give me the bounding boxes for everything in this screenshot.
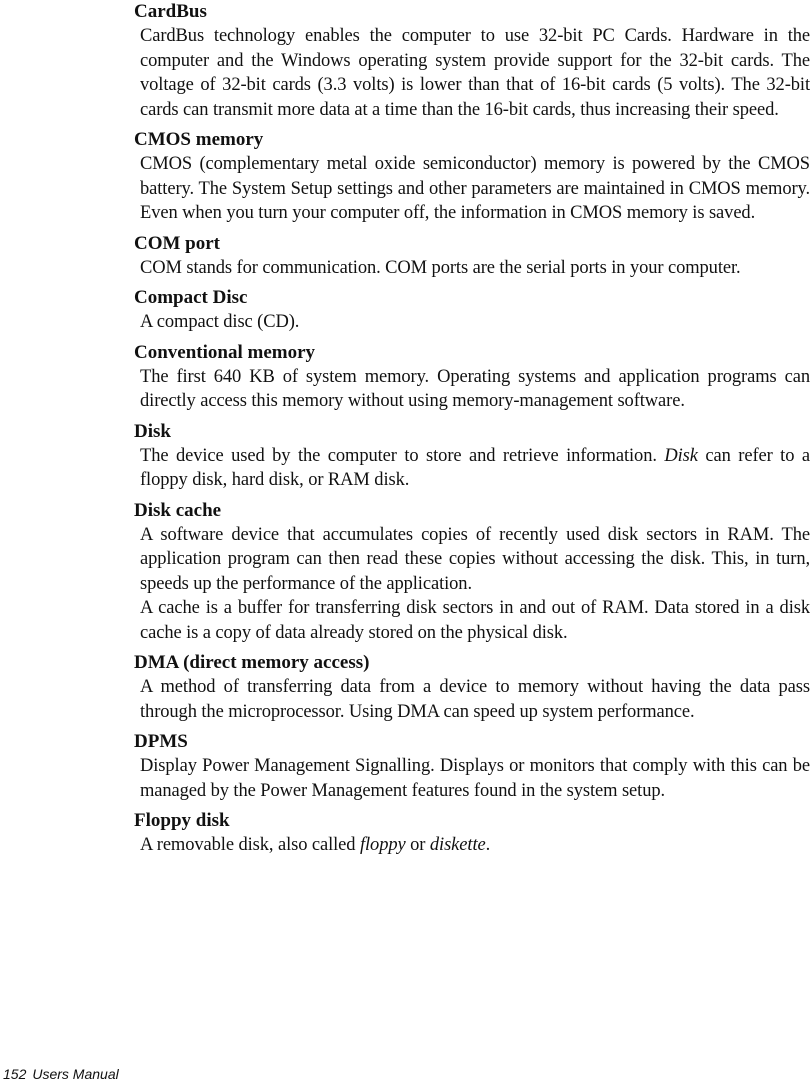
glossary-term: COM port [134, 232, 221, 254]
glossary-definition [140, 833, 810, 858]
definition-text: The device used by the computer to store and retrieve information. [140, 445, 665, 466]
glossary-term: DPMS [134, 731, 188, 752]
glossary-entry-dma [134, 651, 810, 724]
definition-text: or [405, 835, 430, 855]
glossary-entry-cardbus [134, 0, 810, 122]
glossary-term: Compact Disc [134, 287, 248, 308]
glossary-entry-disk [134, 420, 810, 493]
definition-text: . [485, 835, 491, 855]
glossary-definition: A software device that accumulates copies of recently used disk sectors in RAM. The application program can then read these copies without accessing the disk. This, in turn, speeds up the performance of the application. [140, 524, 810, 594]
glossary-term: Floppy disk [134, 810, 230, 831]
glossary-definition: CardBus technology enables the computer to use 32-bit PC Cards. Hardware in the computer and the Windows operating system provide support for the 32-bit cards. The voltage of 32-bit cards (3.3 volts) is lower than that of 16-bit cards (5 volts). The 32-bit cards can transmit more data at a time than the 16-bit cards, thus increasing their speed. [140, 26, 810, 120]
glossary-term: Disk cache [134, 499, 222, 521]
definition-emphasis: diskette [429, 835, 486, 855]
page-footer [3, 1066, 119, 1082]
glossary-term: Disk [134, 420, 171, 442]
glossary-entry-disk-cache [134, 499, 810, 646]
glossary-definition [140, 444, 810, 493]
definition-emphasis: Disk [664, 445, 698, 466]
glossary-definition: A method of transferring data from a device to memory without having the data pass through the microprocessor. Using DMA can speed up system performance. [140, 677, 810, 722]
definition-text: can refer to a floppy disk, hard disk, or RAM disk. [140, 445, 810, 490]
glossary-entry-conventional-memory [134, 341, 810, 414]
page-number: 152 [3, 1066, 27, 1082]
glossary-term: CardBus [134, 1, 207, 22]
glossary-term: Conventional memory [134, 341, 316, 363]
glossary-term: DMA (direct memory access) [134, 652, 370, 673]
glossary-definition: COM stands for communication. COM ports are the serial ports in your computer. [140, 257, 741, 278]
glossary-definition: Display Power Management Signalling. Displays or monitors that comply with this can be managed by the Power Management features found in the system setup. [140, 756, 810, 801]
definition-text: A removable disk, also called [140, 835, 360, 855]
glossary-entry-com-port [134, 232, 810, 281]
glossary-entry-dpms [134, 730, 810, 803]
glossary-definition: A compact disc (CD). [140, 312, 300, 332]
glossary-entry-compact-disc [134, 286, 810, 335]
glossary [134, 0, 810, 864]
glossary-definition: CMOS (complementary metal oxide semiconductor) memory is powered by the CMOS battery. The System Setup settings and other parameters are maintained in CMOS memory. Even when you turn your computer off, the information in CMOS memory is saved. [140, 154, 810, 223]
glossary-entry-floppy-disk [134, 809, 810, 858]
glossary-definition-continued: A cache is a buffer for transferring disk sectors in and out of RAM. Data stored in a disk cache is a copy of data already stored on the physical disk. [140, 598, 810, 643]
glossary-definition: The first 640 KB of system memory. Operating systems and application programs can directly access this memory without using memory-management software. [140, 366, 810, 411]
definition-emphasis: floppy [359, 835, 406, 855]
glossary-term: CMOS memory [134, 129, 264, 150]
glossary-entry-cmos-memory [134, 128, 810, 226]
manual-title: Users Manual [32, 1066, 119, 1082]
